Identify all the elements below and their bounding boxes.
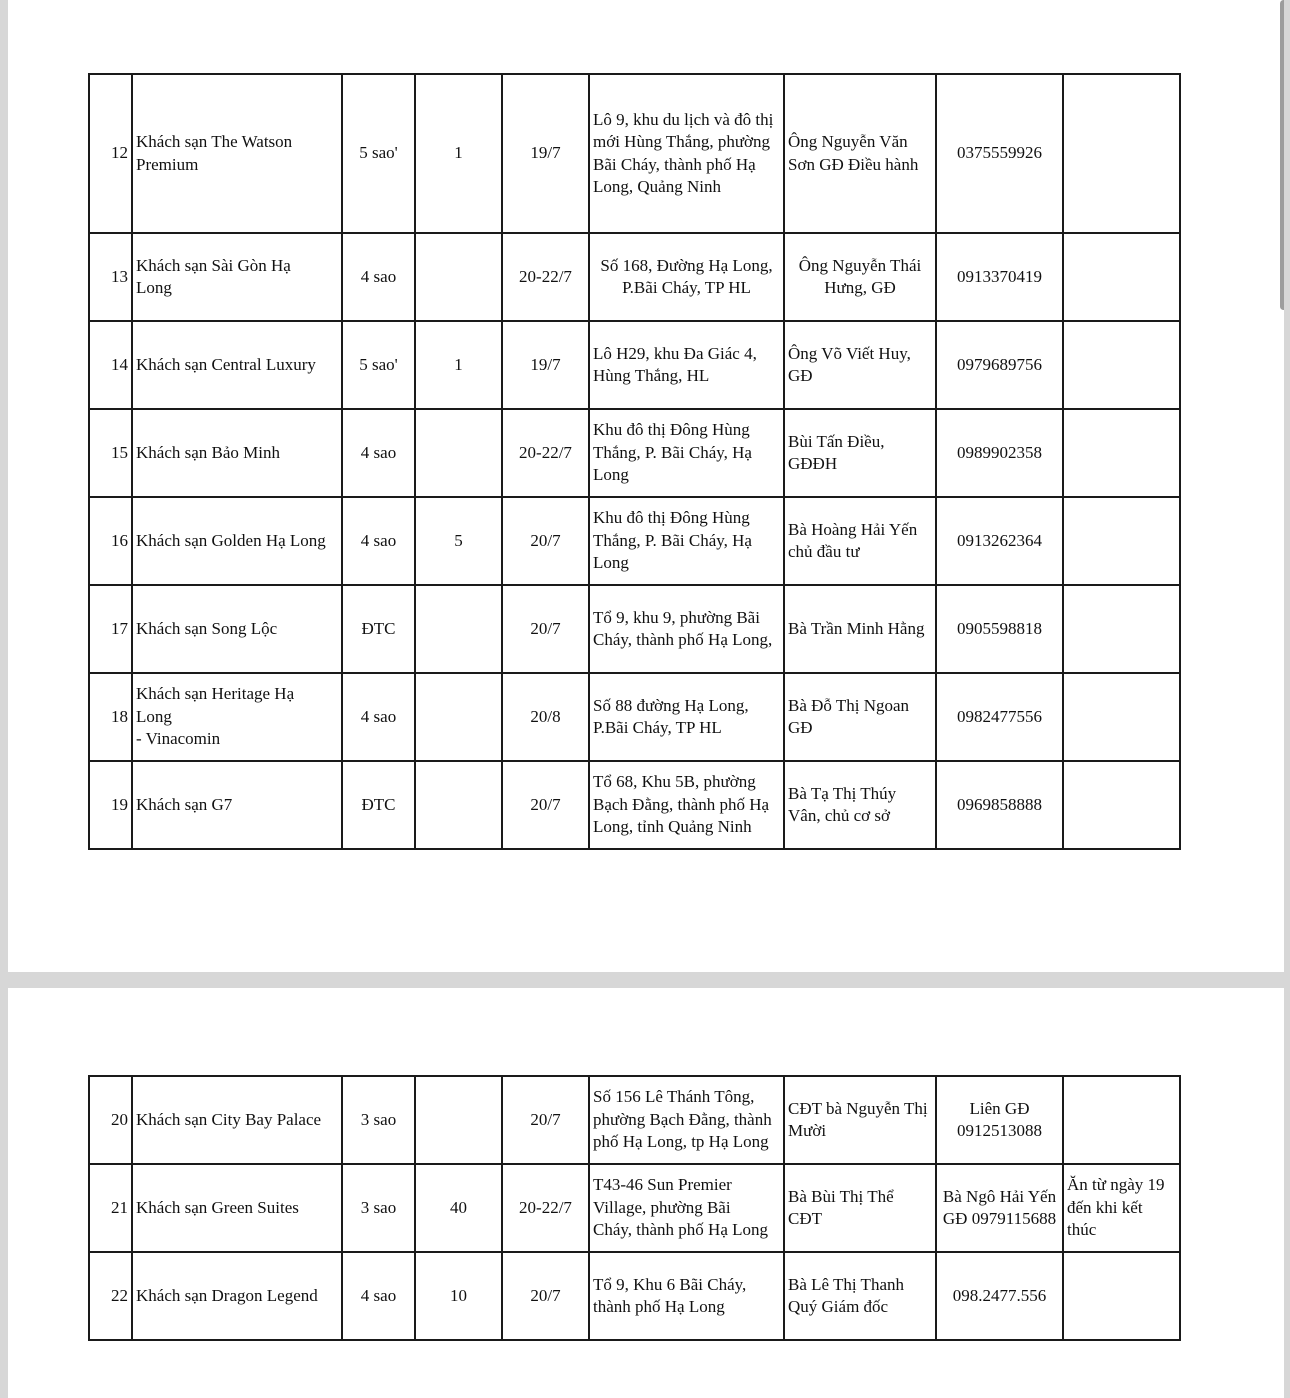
hotel-name: [132, 233, 342, 321]
hotel-name: [132, 409, 342, 497]
hotel-address-line: Long: [593, 465, 629, 485]
contact-phone-line: Liên GĐ: [969, 1098, 1030, 1118]
contact-person-line: GĐĐH: [788, 454, 838, 473]
room-count: 10: [415, 1252, 502, 1340]
hotel-address-line: mới Hùng Thắng, phường: [593, 132, 771, 151]
contact-person-line: Vân, chủ cơ sở: [788, 806, 891, 825]
row-note-line: Ăn từ ngày 19: [1067, 1175, 1165, 1195]
contact-person-line: Ông Võ Viết Huy,: [788, 343, 911, 363]
hotel-address-line: Long, tỉnh Quảng Ninh: [593, 817, 752, 837]
contact-person: [784, 761, 936, 849]
contact-phone-line: GĐ 0979115688: [942, 1209, 1057, 1228]
room-count: 40: [415, 1164, 502, 1252]
hotel-address-line: phố Hạ Long, tp Hạ Long: [593, 1132, 769, 1152]
room-count: [415, 409, 502, 497]
hotel-name: [132, 1076, 342, 1164]
hotel-class: 3 sao: [342, 1164, 415, 1252]
row-note: [1063, 1076, 1180, 1164]
hotel-address-line: Bãi Cháy, thành phố Hạ: [593, 154, 756, 174]
hotel-address: [589, 497, 784, 585]
contact-phone: [936, 1164, 1063, 1252]
hotel-name: [132, 673, 342, 761]
row-number: 17: [89, 585, 132, 673]
contact-phone-line: 0982477556: [957, 706, 1042, 726]
stay-date: 20-22/7: [502, 233, 589, 321]
hotel-name: [132, 761, 342, 849]
contact-person: [784, 74, 936, 233]
contact-person-line: Bà Lê Thị Thanh: [788, 1274, 904, 1294]
hotel-name-line: Khách sạn Song Lộc: [136, 618, 278, 638]
hotel-address-line: Bạch Đằng, thành phố Hạ: [593, 794, 770, 814]
contact-person: [784, 1076, 936, 1164]
row-number: 19: [89, 761, 132, 849]
row-number: 22: [89, 1252, 132, 1340]
hotel-table-body-page-2: [89, 1076, 1180, 1340]
hotel-name: [132, 74, 342, 233]
contact-person-line: Quý Giám đốc: [788, 1297, 889, 1316]
hotel-address-line: Long, Quảng Ninh: [593, 177, 721, 196]
hotel-address-line: Lô H29, khu Đa Giác 4,: [593, 343, 757, 363]
stay-date: 19/7: [502, 74, 589, 233]
contact-phone-line: 0905598818: [957, 618, 1042, 638]
hotel-address-line: Số 156 Lê Thánh Tông,: [593, 1087, 755, 1107]
hotel-address: [589, 761, 784, 849]
stay-date: 20/7: [502, 585, 589, 673]
table-row: [89, 497, 1180, 585]
contact-person-line: chủ đầu tư: [788, 542, 860, 561]
hotel-address-line: Thắng, P. Bãi Cháy, Hạ: [593, 530, 752, 550]
contact-person-line: Sơn GĐ Điều hành: [788, 154, 919, 174]
hotel-address-line: Lô 9, khu du lịch và đô thị: [593, 109, 774, 129]
hotel-name-line: Khách sạn Bảo Minh: [136, 442, 281, 462]
contact-person: [784, 1164, 936, 1252]
hotel-address-line: Thắng, P. Bãi Cháy, Hạ: [593, 442, 752, 462]
row-note: [1063, 233, 1180, 321]
row-note: [1063, 74, 1180, 233]
contact-person-line: GĐ: [788, 366, 813, 385]
row-number: 21: [89, 1164, 132, 1252]
hotel-address: [589, 409, 784, 497]
hotel-name: [132, 1252, 342, 1340]
hotel-class: 4 sao: [342, 673, 415, 761]
row-note: [1063, 673, 1180, 761]
stay-date: 19/7: [502, 321, 589, 409]
contact-person: [784, 233, 936, 321]
hotel-address-line: P.Bãi Cháy, TP HL: [593, 718, 722, 737]
hotel-table-body-page-1: [89, 74, 1180, 849]
contact-phone-line: 0989902358: [957, 442, 1042, 462]
room-count: 5: [415, 497, 502, 585]
contact-person: [784, 585, 936, 673]
contact-phone: [936, 233, 1063, 321]
hotel-class: ĐTC: [342, 761, 415, 849]
contact-person-line: Ông Nguyễn Văn: [788, 132, 908, 151]
table-row: [89, 233, 1180, 321]
hotel-class: 4 sao: [342, 409, 415, 497]
hotel-address: [589, 321, 784, 409]
stay-date: 20/7: [502, 1252, 589, 1340]
contact-phone: [936, 1076, 1063, 1164]
hotel-address-line: P.Bãi Cháy, TP HL: [622, 278, 751, 297]
row-number: 12: [89, 74, 132, 233]
contact-phone: [936, 585, 1063, 673]
hotel-class: 3 sao: [342, 1076, 415, 1164]
stay-date: 20/8: [502, 673, 589, 761]
row-note: [1063, 409, 1180, 497]
contact-phone: [936, 409, 1063, 497]
contact-person-line: Hưng, GĐ: [824, 278, 896, 297]
hotel-name: [132, 497, 342, 585]
hotel-address-line: phường Bạch Đằng, thành: [593, 1109, 772, 1129]
scrollbar-thumb[interactable]: [1280, 0, 1284, 310]
contact-person-line: Bà Tạ Thị Thúy: [788, 783, 897, 803]
hotel-name: [132, 321, 342, 409]
contact-phone-line: 098.2477.556: [952, 1285, 1047, 1305]
contact-phone-line: 0912513088: [957, 1121, 1042, 1140]
contact-person: [784, 409, 936, 497]
hotel-address-line: Tổ 9, khu 9, phường Bãi: [593, 607, 760, 627]
contact-person: [784, 321, 936, 409]
hotel-address: [589, 1252, 784, 1340]
hotel-class: 4 sao: [342, 497, 415, 585]
contact-person-line: Bùi Tấn Điều,: [788, 431, 885, 451]
table-row: [89, 1076, 1180, 1164]
hotel-name-line: Khách sạn Central Luxury: [136, 354, 316, 374]
hotel-class: 4 sao: [342, 1252, 415, 1340]
contact-phone-line: 0913370419: [957, 266, 1042, 286]
table-row: [89, 1252, 1180, 1340]
row-note: [1063, 1164, 1180, 1252]
table-row: [89, 74, 1180, 233]
stay-date: 20/7: [502, 497, 589, 585]
hotel-name: [132, 585, 342, 673]
row-note: [1063, 321, 1180, 409]
contact-phone-line: Bà Ngô Hải Yến: [942, 1186, 1057, 1206]
contact-person-line: GĐ: [788, 718, 813, 737]
hotel-address: [589, 233, 784, 321]
row-number: 14: [89, 321, 132, 409]
hotel-address: [589, 74, 784, 233]
row-number: 13: [89, 233, 132, 321]
hotel-address: [589, 673, 784, 761]
stay-date: 20/7: [502, 761, 589, 849]
contact-person-line: Bà Trần Minh Hằng: [788, 618, 925, 638]
hotel-table-page-1: [88, 73, 1181, 850]
hotel-name-line: Khách sạn Golden Hạ Long: [136, 530, 326, 550]
contact-phone-line: 0375559926: [957, 143, 1042, 163]
hotel-name-line: Khách sạn Heritage Hạ: [136, 684, 295, 704]
contact-person-line: CĐT bà Nguyễn Thị: [788, 1098, 928, 1118]
hotel-class: 4 sao: [342, 233, 415, 321]
room-count: [415, 673, 502, 761]
contact-phone-line: 0969858888: [957, 794, 1042, 814]
hotel-name-line: Long: [136, 706, 172, 726]
hotel-name-line: - Vinacomin: [136, 729, 221, 749]
hotel-address-line: Village, phường Bãi: [593, 1197, 731, 1217]
hotel-class: 5 sao': [342, 74, 415, 233]
row-number: 16: [89, 497, 132, 585]
table-row: [89, 761, 1180, 849]
row-note-line: đến khi kết: [1067, 1197, 1143, 1217]
contact-person-line: Bà Đỗ Thị Ngoan: [788, 695, 910, 715]
contact-phone: [936, 761, 1063, 849]
contact-person: [784, 497, 936, 585]
row-note-line: thúc: [1067, 1220, 1097, 1240]
contact-person: [784, 1252, 936, 1340]
hotel-table-page-2: [88, 1075, 1181, 1341]
hotel-name-line: Khách sạn G7: [136, 794, 233, 814]
hotel-address: [589, 585, 784, 673]
contact-phone-line: 0979689756: [957, 354, 1042, 374]
hotel-name-line: Khách sạn Sài Gòn Hạ: [136, 255, 291, 275]
hotel-address-line: Tổ 68, Khu 5B, phường: [593, 772, 756, 792]
room-count: 1: [415, 321, 502, 409]
contact-phone: [936, 74, 1063, 233]
table-row: [89, 1164, 1180, 1252]
contact-person-line: Bà Bùi Thị Thể: [788, 1186, 894, 1206]
room-count: [415, 1076, 502, 1164]
hotel-address-line: Hùng Thắng, HL: [593, 366, 710, 385]
row-number: 18: [89, 673, 132, 761]
stay-date: 20/7: [502, 1076, 589, 1164]
hotel-class: ĐTC: [342, 585, 415, 673]
contact-phone-line: 0913262364: [957, 530, 1042, 550]
room-count: 1: [415, 74, 502, 233]
room-count: [415, 585, 502, 673]
hotel-address-line: Số 168, Đường Hạ Long,: [600, 255, 773, 275]
hotel-name-line: Khách sạn Green Suites: [136, 1197, 299, 1217]
hotel-name-line: Khách sạn The Watson: [136, 132, 293, 151]
row-note: [1063, 761, 1180, 849]
table-row: [89, 673, 1180, 761]
document-page-1: [8, 0, 1284, 972]
row-note: [1063, 497, 1180, 585]
hotel-address: [589, 1164, 784, 1252]
hotel-name-line: Khách sạn City Bay Palace: [136, 1109, 322, 1129]
contact-phone: [936, 1252, 1063, 1340]
hotel-class: 5 sao': [342, 321, 415, 409]
hotel-address-line: Số 88 đường Hạ Long,: [593, 695, 749, 715]
room-count: [415, 761, 502, 849]
contact-phone: [936, 321, 1063, 409]
hotel-address-line: Khu đô thị Đông Hùng: [593, 420, 750, 440]
hotel-name-line: Khách sạn Dragon Legend: [136, 1285, 318, 1305]
hotel-name-line: Long: [136, 278, 172, 297]
row-note: [1063, 1252, 1180, 1340]
hotel-name-line: Premium: [136, 154, 199, 174]
hotel-address-line: T43-46 Sun Premier: [593, 1175, 732, 1195]
contact-person-line: Ông Nguyễn Thái: [798, 255, 922, 275]
table-row: [89, 409, 1180, 497]
hotel-address-line: thành phố Hạ Long: [593, 1297, 725, 1316]
row-note: [1063, 585, 1180, 673]
room-count: [415, 233, 502, 321]
contact-phone: [936, 497, 1063, 585]
stay-date: 20-22/7: [502, 409, 589, 497]
row-number: 20: [89, 1076, 132, 1164]
table-row: [89, 321, 1180, 409]
hotel-address-line: Cháy, thành phố Hạ Long,: [593, 630, 773, 649]
row-number: 15: [89, 409, 132, 497]
hotel-address-line: Khu đô thị Đông Hùng: [593, 508, 750, 528]
document-page-2: [8, 988, 1284, 1398]
hotel-address-line: Long: [593, 553, 629, 573]
hotel-address-line: Cháy, thành phố Hạ Long: [593, 1220, 769, 1240]
contact-person-line: Bà Hoàng Hải Yến: [788, 519, 918, 539]
contact-person-line: CĐT: [788, 1209, 822, 1228]
contact-phone: [936, 673, 1063, 761]
hotel-name: [132, 1164, 342, 1252]
table-row: [89, 585, 1180, 673]
stay-date: 20-22/7: [502, 1164, 589, 1252]
contact-person-line: Mười: [788, 1121, 827, 1140]
contact-person: [784, 673, 936, 761]
hotel-address-line: Tổ 9, Khu 6 Bãi Cháy,: [593, 1274, 747, 1294]
hotel-address: [589, 1076, 784, 1164]
